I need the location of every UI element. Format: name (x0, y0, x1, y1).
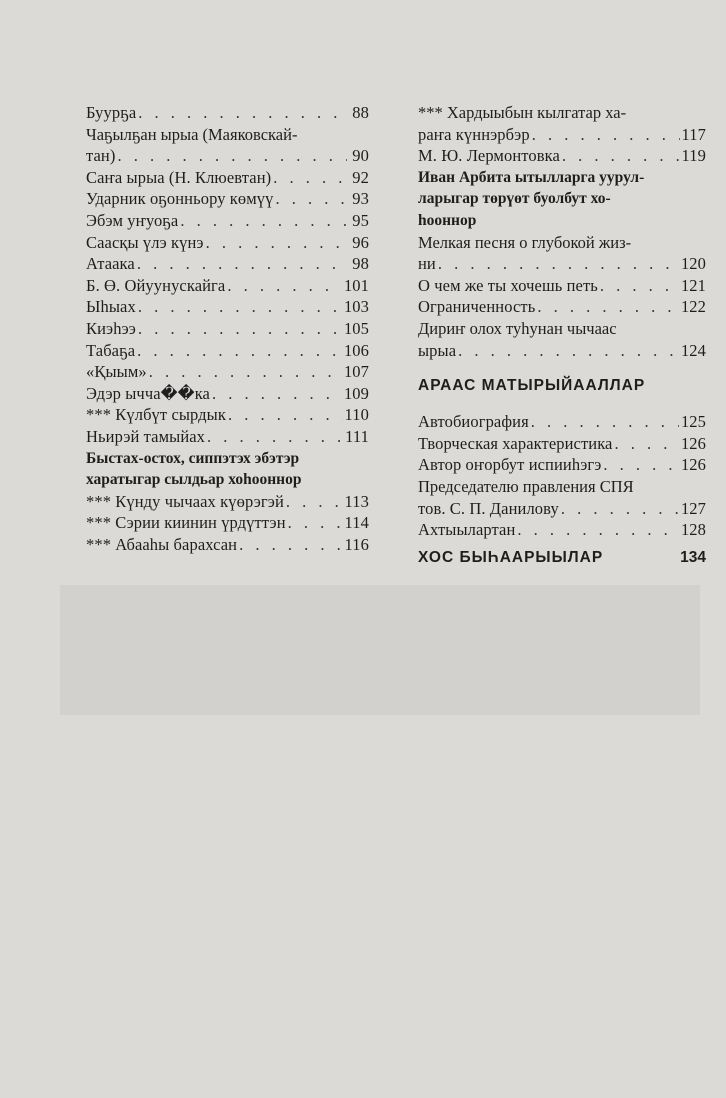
toc-right-column (418, 102, 706, 569)
final-section-title: ХОС БЫҺААРЫЫЛАР (418, 548, 604, 566)
toc-entry: Буурҕа . . . 88 (86, 102, 369, 124)
toc-entry: Ограниченность . . . 122 (418, 296, 706, 318)
toc-entry: Ахтыылартан . . . 128 (418, 519, 706, 541)
toc-entry: «Қыым» . . . 107 (86, 361, 369, 383)
toc-left-column (86, 102, 369, 555)
toc-entry: Табаҕа . . . 106 (86, 340, 369, 362)
section-heading-line: һооннор (418, 211, 477, 229)
toc-entry: Б. Ө. Ойуунускайга . . . 101 (86, 275, 369, 297)
toc-entry: *** Күлбүт сырдык . . . 110 (86, 404, 369, 426)
toc-entry: *** Күнду чычаах күөрэгэй . . . 113 (86, 491, 369, 513)
toc-entry: Ыһыах . . . 103 (86, 296, 369, 318)
toc-entry: Автобиография . . . 125 (418, 411, 706, 433)
toc-entry: О чем же ты хочешь петь . . . 121 (418, 275, 706, 297)
toc-entry-line: Чаҕылҕан ырыа (Маяковскай- (86, 124, 298, 144)
toc-entry: тан) . . . 90 (86, 145, 369, 167)
toc-entry-line: Мелкая песня о глубокой жиз- (418, 232, 632, 252)
toc-entry: Творческая характеристика . . . 126 (418, 433, 706, 455)
toc-entry: ырыа . . . 124 (418, 340, 706, 362)
toc-entry: Ударник оҕонньору көмүү . . . 93 (86, 188, 369, 210)
toc-entry: Эдэр ычча��ка . . . 109 (86, 383, 369, 405)
toc-entry: Саҥа ырыа (Н. Клюевтан) . . . 92 (86, 167, 369, 189)
toc-entry-line: Председателю правления СПЯ (418, 476, 634, 496)
appendix-heading: АРААС МАТЫРЫЙААЛЛАР (418, 377, 646, 395)
section-heading-line: Быстах-остох, сиппэтэх эбэтэр (86, 449, 300, 467)
final-section-heading (418, 547, 706, 569)
bleed-through-shadow (60, 585, 700, 715)
section-heading-line: харатыгар сылдьар хоһооннор (86, 471, 302, 489)
toc-entry: *** Сэрии киинин үрдүттэн . . . 114 (86, 512, 369, 534)
toc-entry-line: Дириҥ олох туһунан чычаас (418, 318, 617, 338)
toc-entry: Атаака . . . 98 (86, 253, 369, 275)
toc-entry: раҥа күннэрбэр . . . 117 (418, 124, 706, 146)
toc-entry: тов. С. П. Данилову . . . 127 (418, 498, 706, 520)
toc-entry: М. Ю. Лермонтовка . . . 119 (418, 145, 706, 167)
final-section-page: 134 (680, 548, 706, 566)
section-heading-line: Иван Арбита ытылларга уурул- (418, 168, 645, 186)
toc-entry: Саасқы үлэ күнэ . . . 96 (86, 232, 369, 254)
toc-entry-line: *** Хардыыбын кылгатар ха- (418, 103, 627, 122)
toc-entry: Ньирэй тамыйах . . . 111 (86, 426, 369, 448)
toc-entry: ни . . . 120 (418, 253, 706, 275)
section-heading-line: ларыгар төрүөт буолбут хо- (418, 190, 611, 208)
toc-entry: *** Абааһы барахсан . . . 116 (86, 534, 369, 556)
toc-entry: Автор оҥорбут испииһэгэ . . . 126 (418, 454, 706, 476)
toc-entry: Киэһээ . . . 105 (86, 318, 369, 340)
toc-entry: Эбэм уҥуоҕа . . . 95 (86, 210, 369, 232)
